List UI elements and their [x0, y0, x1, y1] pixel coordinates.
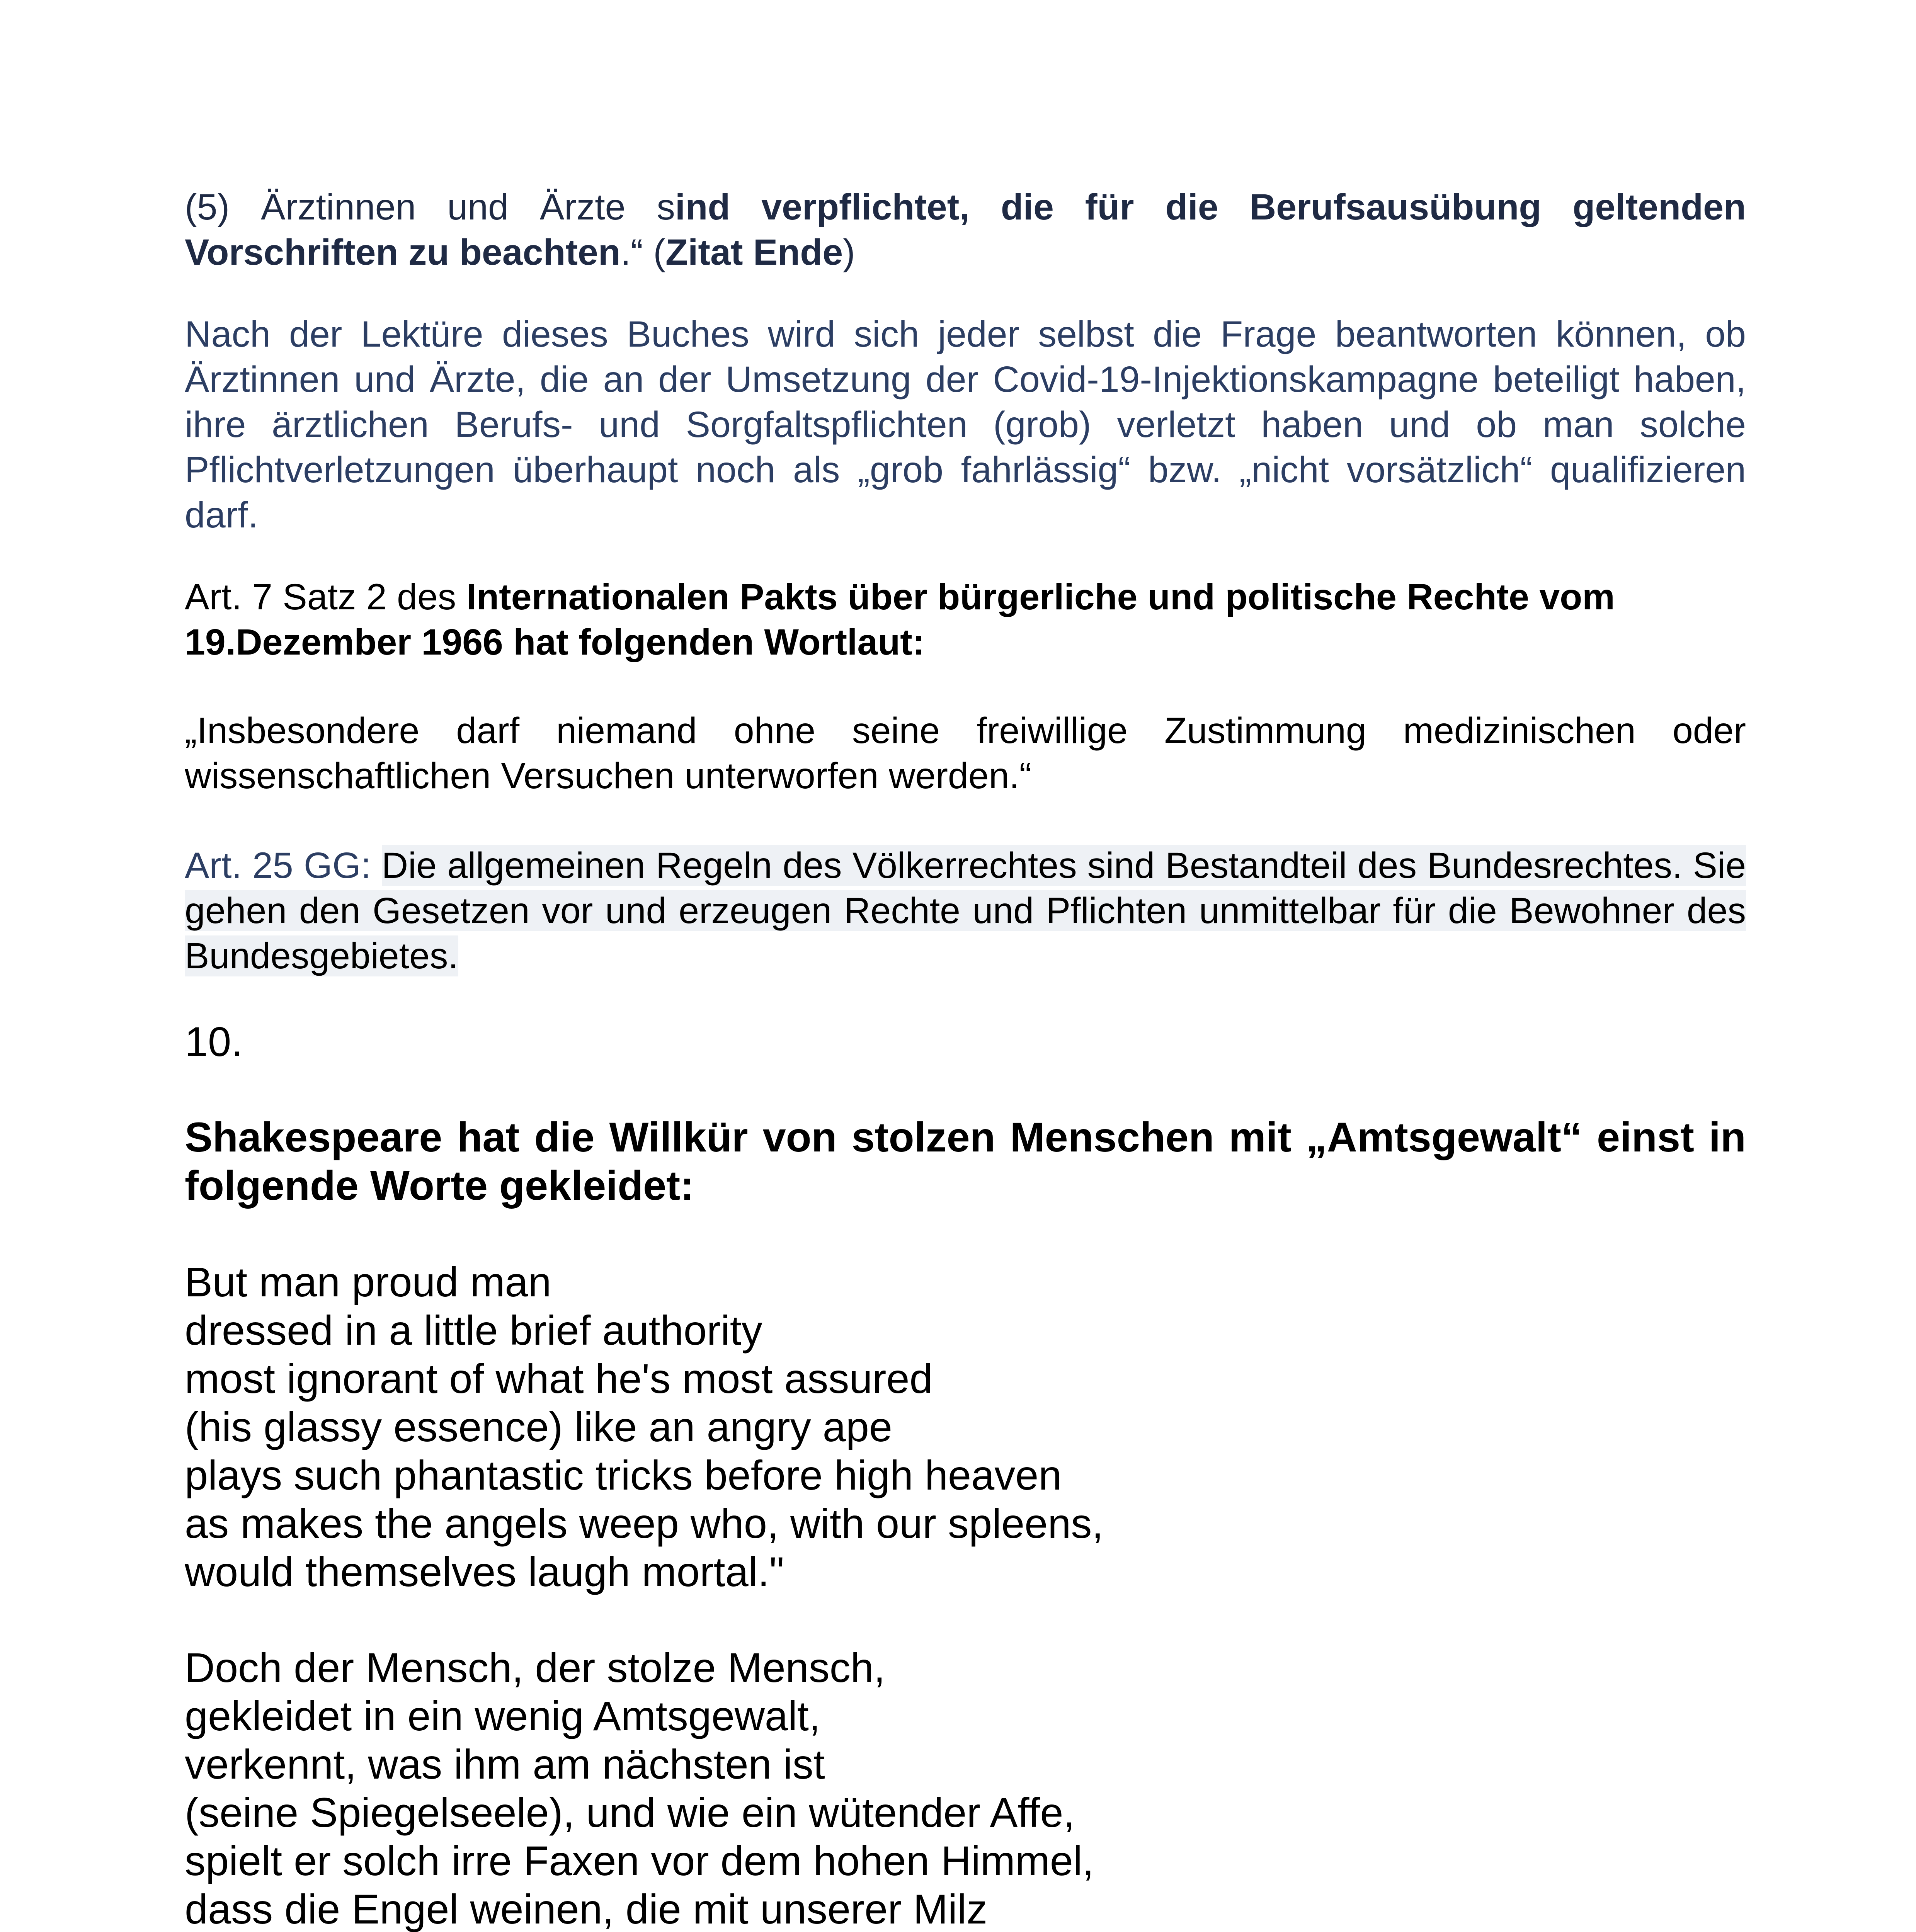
paragraph-text: Art. 7 Satz 2 des — [185, 577, 466, 617]
poem-line: gekleidet in ein wenig Amtsgewalt, — [185, 1692, 820, 1739]
paragraph-quote-end — [185, 185, 1746, 275]
paragraph-text: ) — [843, 232, 855, 273]
poem-line: dass die Engel weinen, die mit unserer Milz — [185, 1886, 987, 1932]
zitat-ende-label: Zitat Ende — [665, 232, 843, 273]
paragraph-bold-text: ind verpflichtet, die für die Berufsausübung geltenden Vorschriften zu beachten — [185, 187, 1746, 273]
highlighted-text: Die allgemeinen Regeln des Völkerrechtes sind Bestandteil des Bundesrechtes. Sie gehen den Gesetzen vor und erzeugen Rechte und Pflichten unmittelbar für die Bewohner des Bundesgebietes. — [185, 845, 1746, 976]
paragraph-text: .“ ( — [620, 232, 665, 273]
poem-line: plays such phantastic tricks before high heaven — [185, 1452, 1062, 1498]
poem-line: spielt er solch irre Faxen vor dem hohen Himmel, — [185, 1837, 1094, 1884]
poem-german — [185, 1643, 1746, 1932]
poem-line: would themselves laugh mortal." — [185, 1548, 784, 1595]
poem-english — [185, 1258, 1746, 1596]
poem-line: most ignorant of what he's most assured — [185, 1355, 933, 1402]
paragraph-art-7-quote: „Insbesondere darf niemand ohne seine freiwillige Zustimmung medizinischen oder wissenschaftlichen Versuchen unterworfen werden.“ — [185, 710, 1746, 796]
paragraph-book-reading: Nach der Lektüre dieses Buches wird sich jeder selbst die Frage beantworten können, ob Ärztinnen und Ärzte, die an der Umsetzung der Covid-19-Injektionskampagne beteiligt haben, ihre ärztlichen Berufs- und Sorgfaltspflichten (grob) verletzt haben und ob man solche Pflichtverletzungen überhaupt noch als „grob fahrlässig“ bzw. „nicht vorsätzlich“ qualifizieren darf. — [185, 314, 1746, 536]
poem-line: as makes the angels weep who, with our spleens, — [185, 1500, 1104, 1547]
poem-line: But man proud man — [185, 1259, 551, 1305]
article-label: Art. 25 GG: — [185, 845, 382, 886]
poem-line: (seine Spiegelseele), und wie ein wütender Affe, — [185, 1789, 1075, 1836]
poem-line: verkennt, was ihm am nächsten ist — [185, 1741, 825, 1787]
section-number: 10. — [185, 1018, 243, 1065]
paragraph-art-25-gg — [185, 843, 1746, 979]
paragraph-bold-text: Internationalen Pakts über bürgerliche und politische Rechte vom 19.Dezember 1966 hat folgenden Wortlaut: — [185, 577, 1615, 663]
section-heading: Shakespeare hat die Willkür von stolzen Menschen mit „Amtsgewalt“ einst in folgende Worte gekleidet: — [185, 1114, 1746, 1209]
paragraph-text: (5) Ärztinnen und Ärzte s — [185, 187, 675, 228]
paragraph-art-7 — [185, 575, 1746, 665]
poem-line: (his glassy essence) like an angry ape — [185, 1403, 892, 1450]
poem-line: dressed in a little brief authority — [185, 1307, 762, 1354]
poem-line: Doch der Mensch, der stolze Mensch, — [185, 1644, 885, 1691]
